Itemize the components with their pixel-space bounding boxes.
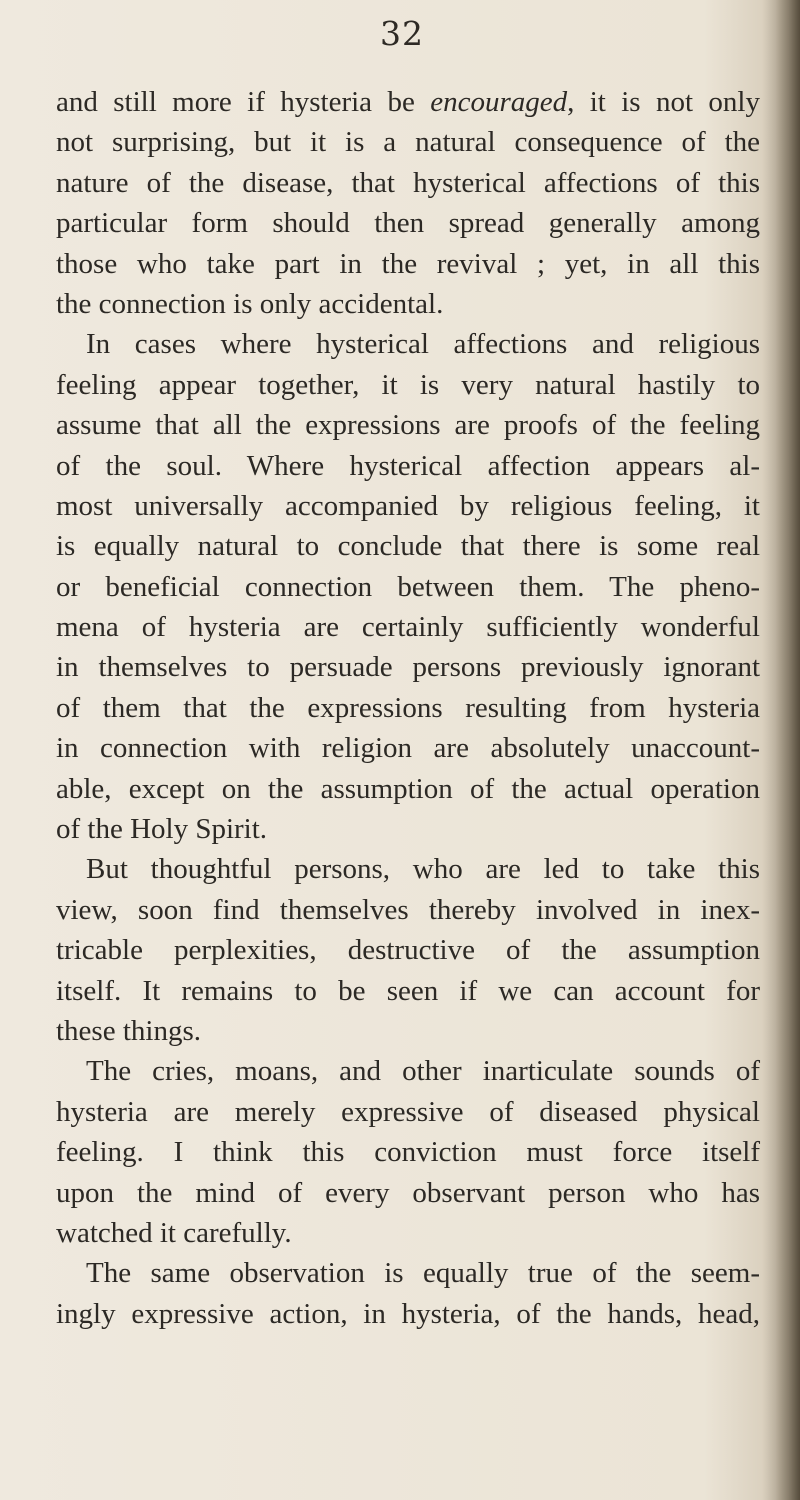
text-line: itself. It remains to be seen if we can account for (56, 974, 760, 1007)
text-line: most universally accompanied by religious feeling, it (56, 489, 760, 522)
text-line: view, soon find themselves thereby involved in inex- (56, 893, 760, 926)
text-line: feeling. I think this conviction must force itself (56, 1136, 760, 1169)
text-line: feeling appear together, it is very natural hastily to (56, 368, 760, 401)
text-line: the connection is only accidental. (56, 287, 444, 320)
text-line: particular form should then spread generally among (56, 207, 760, 240)
text-line: or beneficial connection between them. The pheno- (56, 570, 760, 603)
page-number: 32 (380, 14, 424, 53)
text-line: upon the mind of every observant person who has (56, 1176, 760, 1209)
text-line: in themselves to persuade persons previously ignorant (56, 651, 760, 684)
text-line: mena of hysteria are certainly sufficiently wonderful (56, 611, 760, 644)
body-text (56, 82, 760, 1334)
text-line: of the Holy Spirit. (56, 813, 268, 846)
paragraph-start-line: The same observation is equally true of the seem- (86, 1257, 760, 1290)
italic-emphasis: encouraged (430, 86, 568, 118)
text-line: watched it carefully. (56, 1216, 292, 1249)
text-line: not surprising, but it is a natural consequence of the (56, 126, 760, 159)
text-line: in connection with religion are absolutely unaccount- (56, 732, 760, 765)
text-line: ingly expressive action, in hysteria, of the hands, head, (56, 1297, 760, 1330)
text-line: these things. (56, 1014, 201, 1047)
text-line: able, except on the assumption of the actual operation (56, 772, 760, 805)
text-line: and still more if hysteria be encouraged, it is not only (56, 86, 760, 118)
text-line: those who take part in the revival ; yet, in all this (56, 247, 760, 280)
text-line: assume that all the expressions are proofs of the feeling (56, 409, 760, 442)
text-line: nature of the disease, that hysterical affections of this (56, 166, 760, 199)
paragraph-start-line: But thoughtful persons, who are led to take this (86, 853, 760, 886)
paragraph-start-line: The cries, moans, and other inarticulate sounds of (86, 1055, 760, 1088)
text-line: of the soul. Where hysterical affection appears al- (56, 449, 760, 482)
text-line: is equally natural to conclude that there is some real (56, 530, 760, 563)
text-line: of them that the expressions resulting from hysteria (56, 691, 760, 724)
paragraph-start-line: In cases where hysterical affections and religious (86, 328, 760, 361)
text-line: tricable perplexities, destructive of the assumption (56, 934, 760, 967)
text-line: hysteria are merely expressive of diseased physical (56, 1095, 760, 1128)
page-edge-shadow (762, 0, 800, 1500)
